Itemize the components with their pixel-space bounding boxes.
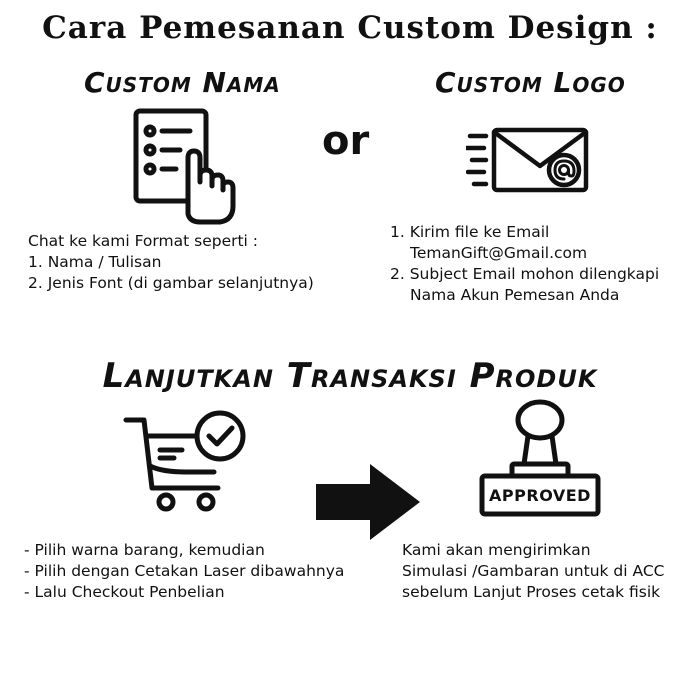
cart-instructions	[24, 540, 344, 603]
checklist-hand-icon	[130, 106, 240, 226]
cart-check-icon	[122, 406, 254, 516]
email-address: TemanGift@Gmail.com	[410, 244, 588, 262]
approved-stamp-label: APPROVED	[489, 486, 591, 505]
email-envelope-icon	[466, 126, 596, 196]
approval-line-1: Kami akan mengirimkan	[402, 541, 591, 559]
custom-logo-instructions	[390, 222, 659, 306]
cart-item-3: - Lalu Checkout Penbelian	[24, 583, 225, 601]
or-label: or	[322, 118, 370, 164]
arrow-right-icon	[316, 464, 420, 540]
custom-logo-item-2-detail: Nama Akun Pemesan Anda	[410, 286, 620, 304]
cart-item-1: - Pilih warna barang, kemudian	[24, 541, 265, 559]
custom-nama-instructions	[28, 231, 314, 294]
custom-nama-item-1: 1. Nama / Tulisan	[28, 253, 162, 271]
cart-item-2: - Pilih dengan Cetakan Laser dibawahnya	[24, 562, 345, 580]
page-title: Cara Pemesanan Custom Design :	[42, 10, 658, 46]
custom-logo-heading: Custom Logo	[435, 66, 626, 99]
custom-nama-item-2: 2. Jenis Font (di gambar selanjutnya)	[28, 274, 314, 292]
approval-instructions	[402, 540, 664, 603]
approved-stamp-icon	[470, 398, 610, 524]
approval-line-2: Simulasi /Gambaran untuk di ACC	[402, 562, 665, 580]
custom-logo-item-2: 2. Subject Email mohon dilengkapi	[390, 265, 660, 283]
custom-nama-intro: Chat ke kami Format seperti :	[28, 232, 259, 250]
lanjutkan-heading: Lanjutkan Transaksi Produk	[102, 356, 598, 396]
custom-logo-item-1: 1. Kirim file ke Email	[390, 223, 550, 241]
approval-line-3: sebelum Lanjut Proses cetak fisik	[402, 583, 661, 601]
custom-nama-heading: Custom Nama	[84, 66, 281, 99]
